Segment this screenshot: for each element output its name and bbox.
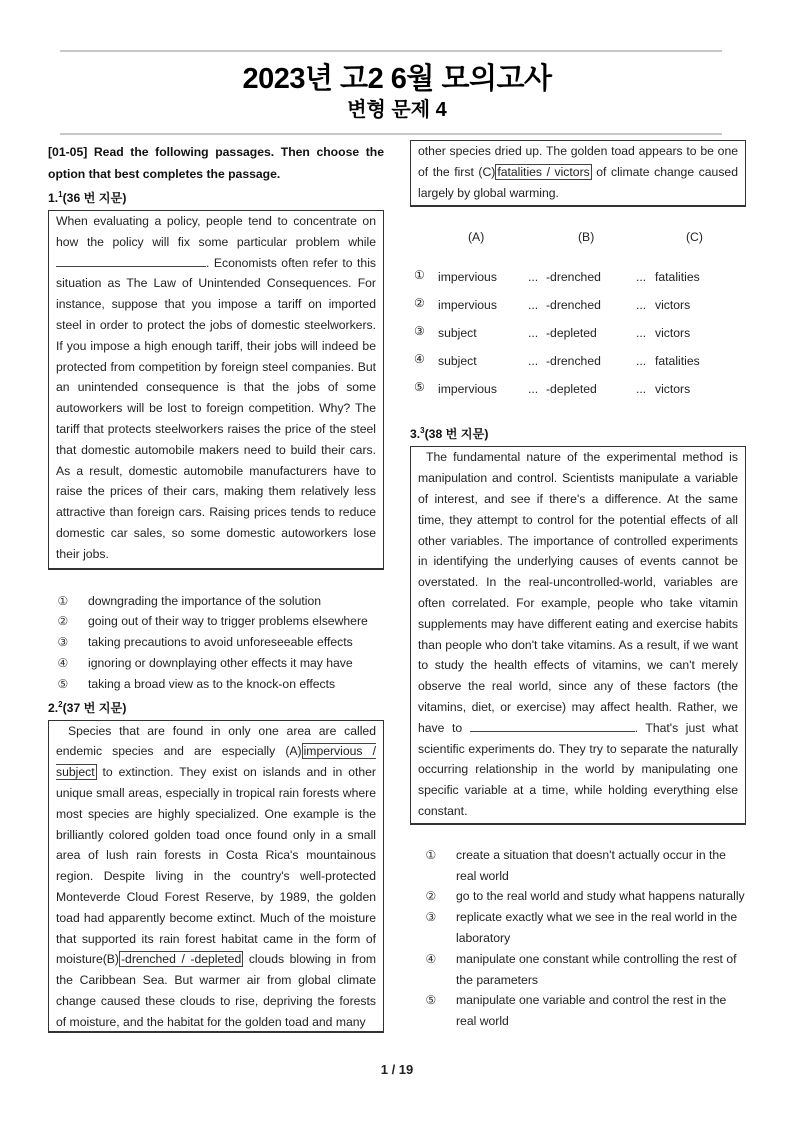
- choice-box-a: impervious / subject: [56, 744, 376, 780]
- q1-heading: 1.$^1$(36 번 지문): [48, 190, 127, 206]
- option-3[interactable]: ③ subject ... -depleted ... victors: [414, 324, 691, 341]
- option-5[interactable]: ⑤ impervious ... -depleted ... victors: [414, 380, 691, 397]
- q3-passage: The fundamental nature of the experimental method is manipulation and control. Scientists manipulate a variable of interest, and see if there's a difference. At the same time, they attempt to control for the potential effects of all other variables. The importance of controlled experiments in identifying the underlying causes of events cannot be overstated. In the real-uncontrolled-world, variables are often correlated. For example, people who take vitamin supplements may have different eating and exercise habits than people who don't take vitamins. As a result, if we want to study the health effects of vitamins, we can't merely observe the real world, since any of these factors (the vitamins, diet, or exercise) may affect health. Rather, we have to . That's just what scientific experiments do. They try to separate the naturally occurring relationship in the world by manipulating one specific variable at a time, while holding everything else constant.: [410, 446, 746, 824]
- header-rule: [60, 133, 722, 135]
- q3-options: [410, 845, 746, 1032]
- q3-heading: 3.$^3$(38 번 지문): [410, 426, 489, 442]
- page-title: 2023년 고2 6월 모의고사: [242, 63, 552, 95]
- option-2[interactable]: ② going out of their way to trigger problems elsewhere: [57, 614, 368, 629]
- page-subtitle: 변형 문제 4: [347, 99, 447, 121]
- page-number: 1 / 19: [380, 1062, 414, 1077]
- choice-box-b: -drenched / -depleted: [120, 952, 242, 967]
- right-column: [410, 140, 746, 1032]
- option-2[interactable]: ② go to the real world and study what happens naturally: [425, 889, 745, 904]
- option-3[interactable]: ③ taking precautions to avoid unforeseeable effects: [57, 635, 353, 650]
- q1-passage: When evaluating a policy, people tend to concentrate on how the policy will fix some particular problem while . Economists often refer to this situation as The Law of Unintended Consequences. For instance, suppose that you impose a tariff on imported steel in order to protect the jobs of domestic steelworkers. If you impose a high enough tariff, their jobs will indeed be protected from competition by foreign steel companies. But an unintended consequence is that the jobs of some autoworkers will be lost to foreign competition. Why? The tariff that protects steelworkers raises the price of the steel that domestic automobile makers need to build their cars. As a result, domestic automobile manufacturers have to raise the prices of their cars, making them relatively less attractive than foreign cars. Raising prices tends to reduce domestic car sales, so some domestic autoworkers lose their jobs.: [48, 210, 384, 570]
- option-1[interactable]: ① downgrading the importance of the solution: [57, 593, 322, 608]
- instructions: [01-05] Read the following passages. Then choose the option that best completes the passage.: [48, 145, 384, 181]
- option-4[interactable]: ④ manipulate one constant while controlling the rest of the parameters: [425, 951, 737, 987]
- option-4[interactable]: ④ subject ... -drenched ... fatalities: [414, 352, 700, 369]
- option-2[interactable]: ② impervious ... -drenched ... victors: [414, 296, 691, 313]
- choice-box-c: fatalities / victors: [497, 164, 590, 179]
- option-4[interactable]: ④ ignoring or downplaying other effects it may have: [57, 656, 353, 670]
- q2-options: [410, 267, 746, 407]
- option-1[interactable]: ① create a situation that doesn't actually occur in the real world: [425, 847, 726, 883]
- option-1[interactable]: ① impervious ... -drenched ... fatalities: [414, 268, 700, 285]
- left-column: [48, 141, 384, 1033]
- q2-passage-part2: other species dried up. The golden toad appears to be one of the first (C) fatalities / victors of climate change caused largely by global warming.: [410, 140, 746, 207]
- top-rule: [60, 50, 722, 52]
- q2-column-headers: (A) (B) (C): [468, 230, 703, 245]
- q2-heading: 2.$^2$(37 번 지문): [48, 699, 127, 715]
- option-5[interactable]: ⑤ taking a broad view as to the knock-on effects: [57, 676, 336, 691]
- q2-passage-part1: Species that are found in only one area are called endemic species and are especially (A) impervious / subject to extinction. They exist on islands and in other unique small areas, especially in tropical rain forests where most species are highly specialized. One example is the brilliantly colored golden toad once found only in a small area of lush rain forests in Costa Rica's mountainous region. Despite living in the country's well-protected Monteverde Cloud Forest Reserve, by 1989, the golden toad had apparently become extinct. Much of the moisture that supported its rain forest habitat came in the form of moisture(B) -drenched / -depleted clouds blowing in from the Caribbean Sea. But warmer air from global climate change caused these clouds to rise, depriving the forests of moisture, and the habitat for the golden toad and many: [48, 720, 384, 1033]
- answer-blank: [470, 719, 635, 732]
- option-5[interactable]: ⑤ manipulate one variable and control the rest in the real world: [425, 993, 727, 1029]
- answer-blank: [56, 254, 206, 267]
- option-3[interactable]: ③ replicate exactly what we see in the real world in the laboratory: [425, 910, 738, 945]
- q1-options: [48, 591, 384, 695]
